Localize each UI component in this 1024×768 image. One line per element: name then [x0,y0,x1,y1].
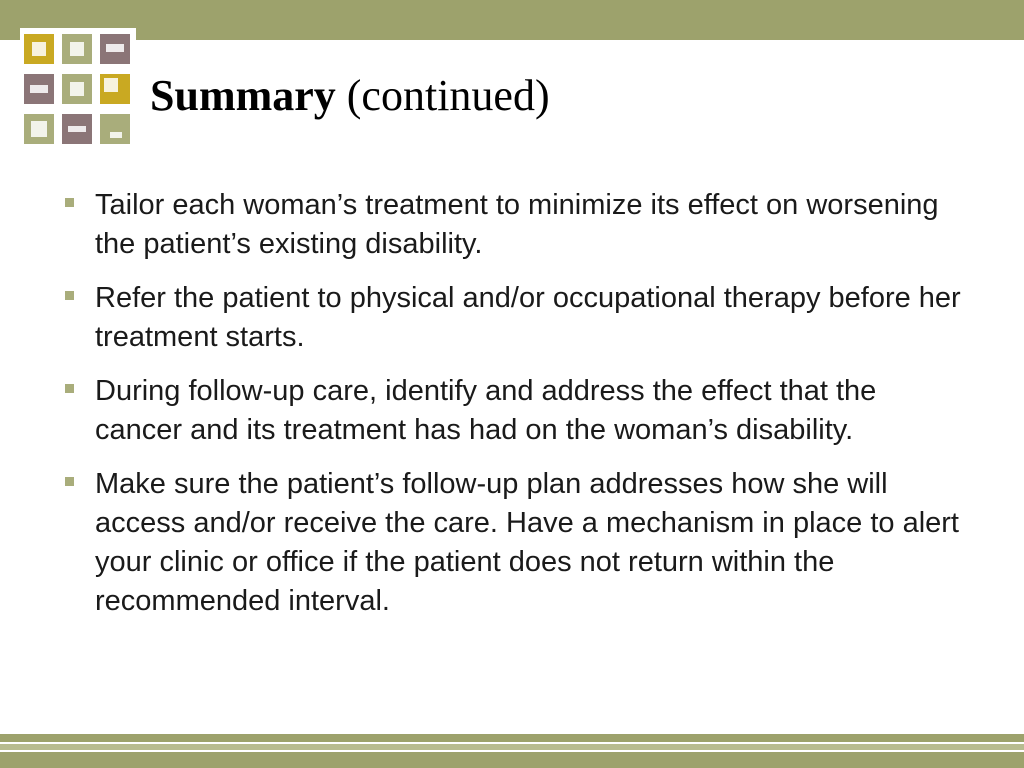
slide-title [150,68,550,124]
logo-tile [100,74,130,104]
logo-tile [62,34,92,64]
bullet-item [62,186,962,264]
bullet-text: Tailor each woman’s treatment to minimize its effect on worsening the patient’s existing disability. [95,189,939,260]
square-bullet-icon [65,198,74,207]
logo-tile [100,34,130,64]
bullet-list [62,186,962,636]
square-bullet-icon [65,291,74,300]
square-bullet-icon [65,477,74,486]
logo-tile [62,74,92,104]
slide-title-bold: Summary [150,71,336,120]
bottom-decorative-band [0,734,1024,768]
bottom-stripe [0,752,1024,768]
logo-tile [100,114,130,144]
logo-tile [62,114,92,144]
bullet-text: During follow-up care, identify and address the effect that the cancer and its treatment has had on the woman’s disability. [95,375,877,446]
slide-title-rest: (continued) [346,71,550,120]
logo-tile [24,34,54,64]
bullet-item [62,372,962,450]
bullet-item [62,465,962,621]
square-bullet-icon [65,384,74,393]
bullet-text: Refer the patient to physical and/or occupational therapy before her treatment starts. [95,282,961,353]
bottom-stripe [0,734,1024,742]
logo-tile [24,74,54,104]
logo-tile-grid [20,28,136,154]
bottom-stripe [0,744,1024,750]
bullet-text: Make sure the patient’s follow-up plan addresses how she will access and/or receive the care. Have a mechanism in place to alert your clinic or office if the patient does not return within the recommended interval. [95,468,959,617]
top-decorative-band [0,0,1024,40]
logo-tile [24,114,54,144]
bullet-item [62,279,962,357]
